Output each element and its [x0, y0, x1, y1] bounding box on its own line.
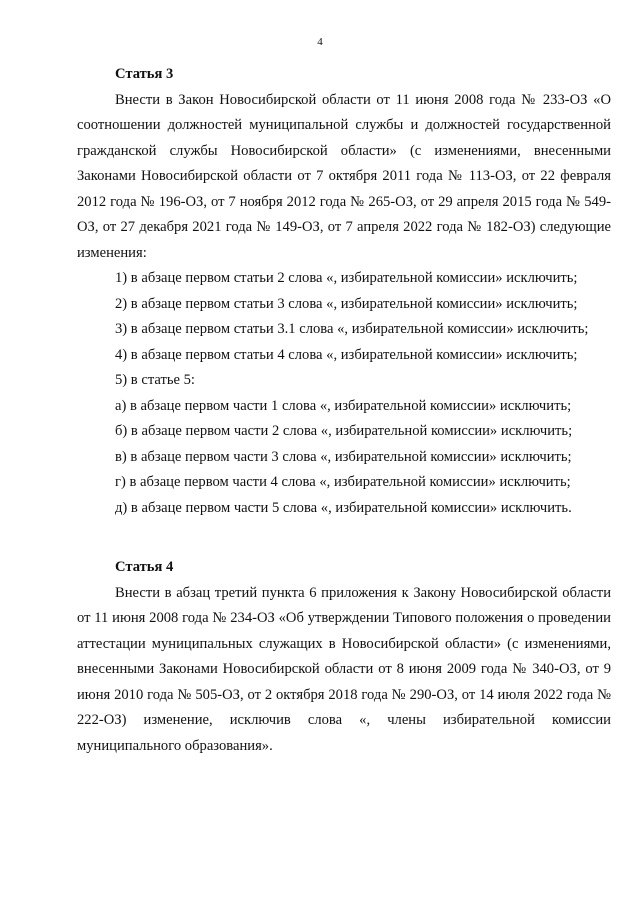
article-3-item: 4) в абзаце первом статьи 4 слова «, избирательной комиссии» исключить;	[115, 346, 578, 363]
article-3-item: 2) в абзаце первом статьи 3 слова «, избирательной комиссии» исключить;	[115, 295, 578, 312]
article-3-item: 3) в абзаце первом статьи 3.1 слова «, избирательной комиссии» исключить;	[115, 321, 589, 337]
article-4-title: Статья 4	[115, 559, 174, 575]
article-3-subitem: в) в абзаце первом части 3 слова «, избирательной комиссии» исключить;	[115, 448, 572, 465]
article-3-subitem: б) в абзаце первом части 2 слова «, избирательной комиссии» исключить;	[115, 423, 573, 439]
article-3-title: Статья 3	[115, 66, 174, 82]
article-3	[77, 62, 611, 521]
article-3-item: 1) в абзаце первом статьи 2 слова «, избирательной комиссии» исключить;	[115, 270, 578, 286]
article-4	[77, 555, 611, 759]
article-3-item: 5) в статье 5:	[115, 372, 195, 388]
article-3-intro: Внести в Закон Новосибирской области от 11 июня 2008 года № 233-ОЗ «О соотношении должностей муниципальной службы и должностей государственной гражданской службы Новосибирской области» (с изменениями, внесенными Законами Новосибирской области от 7 октября 2011 года № 113-ОЗ, от 22 февраля 2012 года № 196-ОЗ, от 7 ноября 2012 года № 265-ОЗ, от 29 апреля 2015 года № 549-ОЗ, от 27 декабря 2021 года № 149-ОЗ, от 7 апреля 2022 года № 182-ОЗ) следующие изменения:	[77, 91, 611, 261]
article-4-body: Внести в абзац третий пункта 6 приложения к Закону Новосибирской области от 11 июня 2008 года № 234-ОЗ «Об утверждении Типового положения о проведении аттестации муниципальных служащих в Новосибирской области» (с изменениями, внесенными Законами Новосибирской области от 8 июня 2009 года № 340-ОЗ, от 9 июня 2010 года № 505-ОЗ, от 2 октября 2018 года № 290-ОЗ, от 14 июля 2022 года № 222-ОЗ) изменение, исключив слова «, члены избирательной комиссии муниципального образования».	[77, 584, 611, 754]
article-3-subitem: г) в абзаце первом части 4 слова «, избирательной комиссии» исключить;	[115, 474, 571, 490]
page-number: 4	[317, 36, 323, 48]
article-3-subitem: а) в абзаце первом части 1 слова «, избирательной комиссии» исключить;	[115, 397, 572, 414]
article-3-subitem: д) в абзаце первом части 5 слова «, избирательной комиссии» исключить.	[115, 499, 572, 516]
